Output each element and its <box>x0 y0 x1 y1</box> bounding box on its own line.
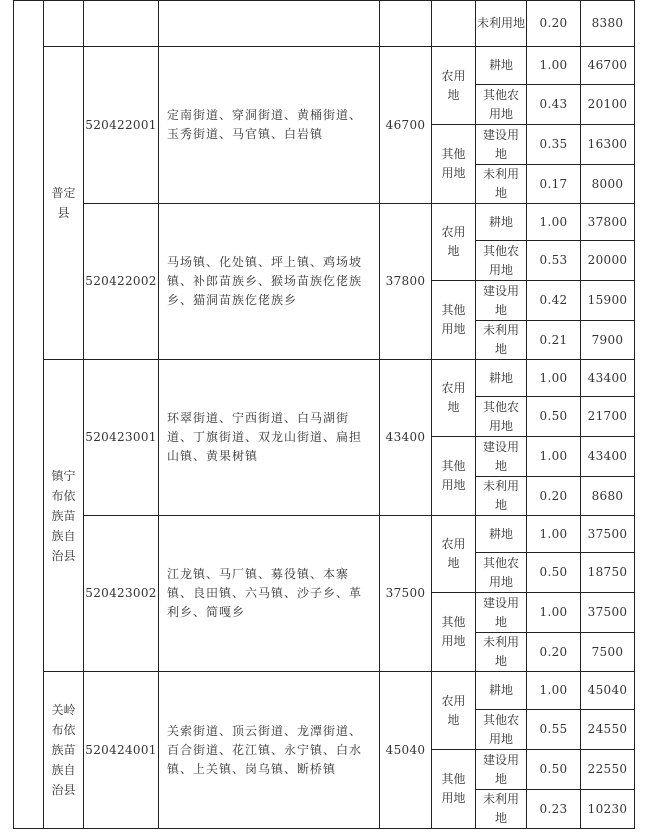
coefficient-cell: 0.53 <box>527 241 581 281</box>
sub-category-cell: 建设用 地 <box>476 750 527 790</box>
value-cell: 8680 <box>581 477 635 516</box>
sub-category-cell: 建设用 地 <box>476 281 527 321</box>
total-cell <box>380 1 432 47</box>
value-cell: 8000 <box>581 165 635 204</box>
sub-category-cell: 耕地 <box>476 516 527 553</box>
value-cell: 8380 <box>581 1 635 47</box>
coefficient-cell: 1.00 <box>527 516 581 553</box>
sub-category-cell: 其他农 用地 <box>476 710 527 750</box>
table-row <box>14 1 635 47</box>
coefficient-cell: 0.17 <box>527 165 581 204</box>
sub-category-cell: 建设用 地 <box>476 437 527 477</box>
sub-category-cell: 未利用 地 <box>476 321 527 360</box>
value-cell: 46700 <box>581 47 635 85</box>
category-cell: 其他 用地 <box>432 593 476 672</box>
sub-category-cell: 未利用地 <box>476 1 527 47</box>
coefficient-cell: 0.43 <box>527 85 581 125</box>
towns-cell <box>159 1 380 47</box>
sub-category-cell: 其他农 用地 <box>476 241 527 281</box>
table-body <box>14 1 635 829</box>
value-cell: 45040 <box>581 672 635 710</box>
code-cell: 520423001 <box>84 360 159 516</box>
category-cell: 农用 地 <box>432 516 476 593</box>
coefficient-cell: 0.42 <box>527 281 581 321</box>
category-cell: 农用 地 <box>432 47 476 125</box>
coefficient-cell: 1.00 <box>527 47 581 85</box>
table-row <box>14 516 635 553</box>
sub-category-cell: 其他农 用地 <box>476 553 527 593</box>
towns-cell: 环翠街道、宁西街道、白马湖街道、丁旗街道、双龙山街道、扁担山镇、黄果树镇 <box>159 360 380 516</box>
towns-cell: 关索街道、顶云街道、龙潭街道、百合街道、花江镇、永宁镇、白水镇、上关镇、岗乌镇、断桥镇 <box>159 672 380 829</box>
county-cell: 普定 县 <box>44 47 84 360</box>
coefficient-cell: 0.50 <box>527 553 581 593</box>
total-cell: 43400 <box>380 360 432 516</box>
sub-category-cell: 其他农 用地 <box>476 397 527 437</box>
code-cell: 520422002 <box>84 204 159 360</box>
sub-category-cell: 其他农 用地 <box>476 85 527 125</box>
land-price-table <box>13 0 635 829</box>
sub-category-cell: 耕地 <box>476 47 527 85</box>
value-cell: 18750 <box>581 553 635 593</box>
table-row <box>14 47 635 85</box>
coefficient-cell: 0.50 <box>527 750 581 790</box>
category-cell: 农用 地 <box>432 360 476 437</box>
sub-category-cell: 建设用 地 <box>476 593 527 633</box>
category-cell <box>432 1 476 47</box>
coefficient-cell: 0.20 <box>527 633 581 672</box>
sub-category-cell: 未利用 地 <box>476 790 527 829</box>
value-cell: 7500 <box>581 633 635 672</box>
coefficient-cell: 0.50 <box>527 397 581 437</box>
value-cell: 24550 <box>581 710 635 750</box>
sub-category-cell: 耕地 <box>476 360 527 397</box>
category-cell: 其他 用地 <box>432 437 476 516</box>
sub-category-cell: 耕地 <box>476 672 527 710</box>
code-cell: 520422001 <box>84 47 159 204</box>
code-cell: 520423002 <box>84 516 159 672</box>
coefficient-cell: 1.00 <box>527 204 581 241</box>
coefficient-cell: 1.00 <box>527 437 581 477</box>
category-cell: 农用 地 <box>432 672 476 750</box>
value-cell: 10230 <box>581 790 635 829</box>
total-cell: 46700 <box>380 47 432 204</box>
sub-category-cell: 未利用 地 <box>476 165 527 204</box>
sub-category-cell: 未利用 地 <box>476 633 527 672</box>
category-cell: 农用 地 <box>432 204 476 281</box>
county-cell: 镇宁 布依 族苗 族自 治县 <box>44 360 84 672</box>
total-cell: 37800 <box>380 204 432 360</box>
category-cell: 其他 用地 <box>432 750 476 829</box>
value-cell: 22550 <box>581 750 635 790</box>
table-row <box>14 672 635 710</box>
towns-cell: 江龙镇、马厂镇、募役镇、本寨镇、良田镇、六马镇、沙子乡、革利乡、简嘎乡 <box>159 516 380 672</box>
sub-category-cell: 耕地 <box>476 204 527 241</box>
value-cell: 20000 <box>581 241 635 281</box>
value-cell: 16300 <box>581 125 635 165</box>
sub-category-cell: 建设用 地 <box>476 125 527 165</box>
coefficient-cell: 0.55 <box>527 710 581 750</box>
coefficient-cell: 0.20 <box>527 1 581 47</box>
value-cell: 37800 <box>581 204 635 241</box>
coefficient-cell: 0.23 <box>527 790 581 829</box>
coefficient-cell: 0.20 <box>527 477 581 516</box>
sub-category-cell: 未利用 地 <box>476 477 527 516</box>
value-cell: 37500 <box>581 516 635 553</box>
coefficient-cell: 1.00 <box>527 672 581 710</box>
value-cell: 21700 <box>581 397 635 437</box>
value-cell: 7900 <box>581 321 635 360</box>
category-cell: 其他 用地 <box>432 281 476 360</box>
towns-cell: 定南街道、穿洞街道、黄桶街道、玉秀街道、马官镇、白岩镇 <box>159 47 380 204</box>
value-cell: 20100 <box>581 85 635 125</box>
coefficient-cell: 1.00 <box>527 593 581 633</box>
coefficient-cell: 0.35 <box>527 125 581 165</box>
category-cell: 其他 用地 <box>432 125 476 204</box>
coefficient-cell: 0.21 <box>527 321 581 360</box>
value-cell: 15900 <box>581 281 635 321</box>
table-row <box>14 204 635 241</box>
spacer-cell <box>14 1 44 829</box>
county-cell <box>44 1 84 47</box>
value-cell: 43400 <box>581 437 635 477</box>
towns-cell: 马场镇、化处镇、坪上镇、鸡场坡镇、补郎苗族乡、猴场苗族仡佬族乡、猫洞苗族仡佬族乡 <box>159 204 380 360</box>
total-cell: 45040 <box>380 672 432 829</box>
total-cell: 37500 <box>380 516 432 672</box>
value-cell: 43400 <box>581 360 635 397</box>
coefficient-cell: 1.00 <box>527 360 581 397</box>
table-row <box>14 360 635 397</box>
county-cell: 关岭 布依 族苗 族自 治县 <box>44 672 84 829</box>
code-cell <box>84 1 159 47</box>
value-cell: 37500 <box>581 593 635 633</box>
code-cell: 520424001 <box>84 672 159 829</box>
